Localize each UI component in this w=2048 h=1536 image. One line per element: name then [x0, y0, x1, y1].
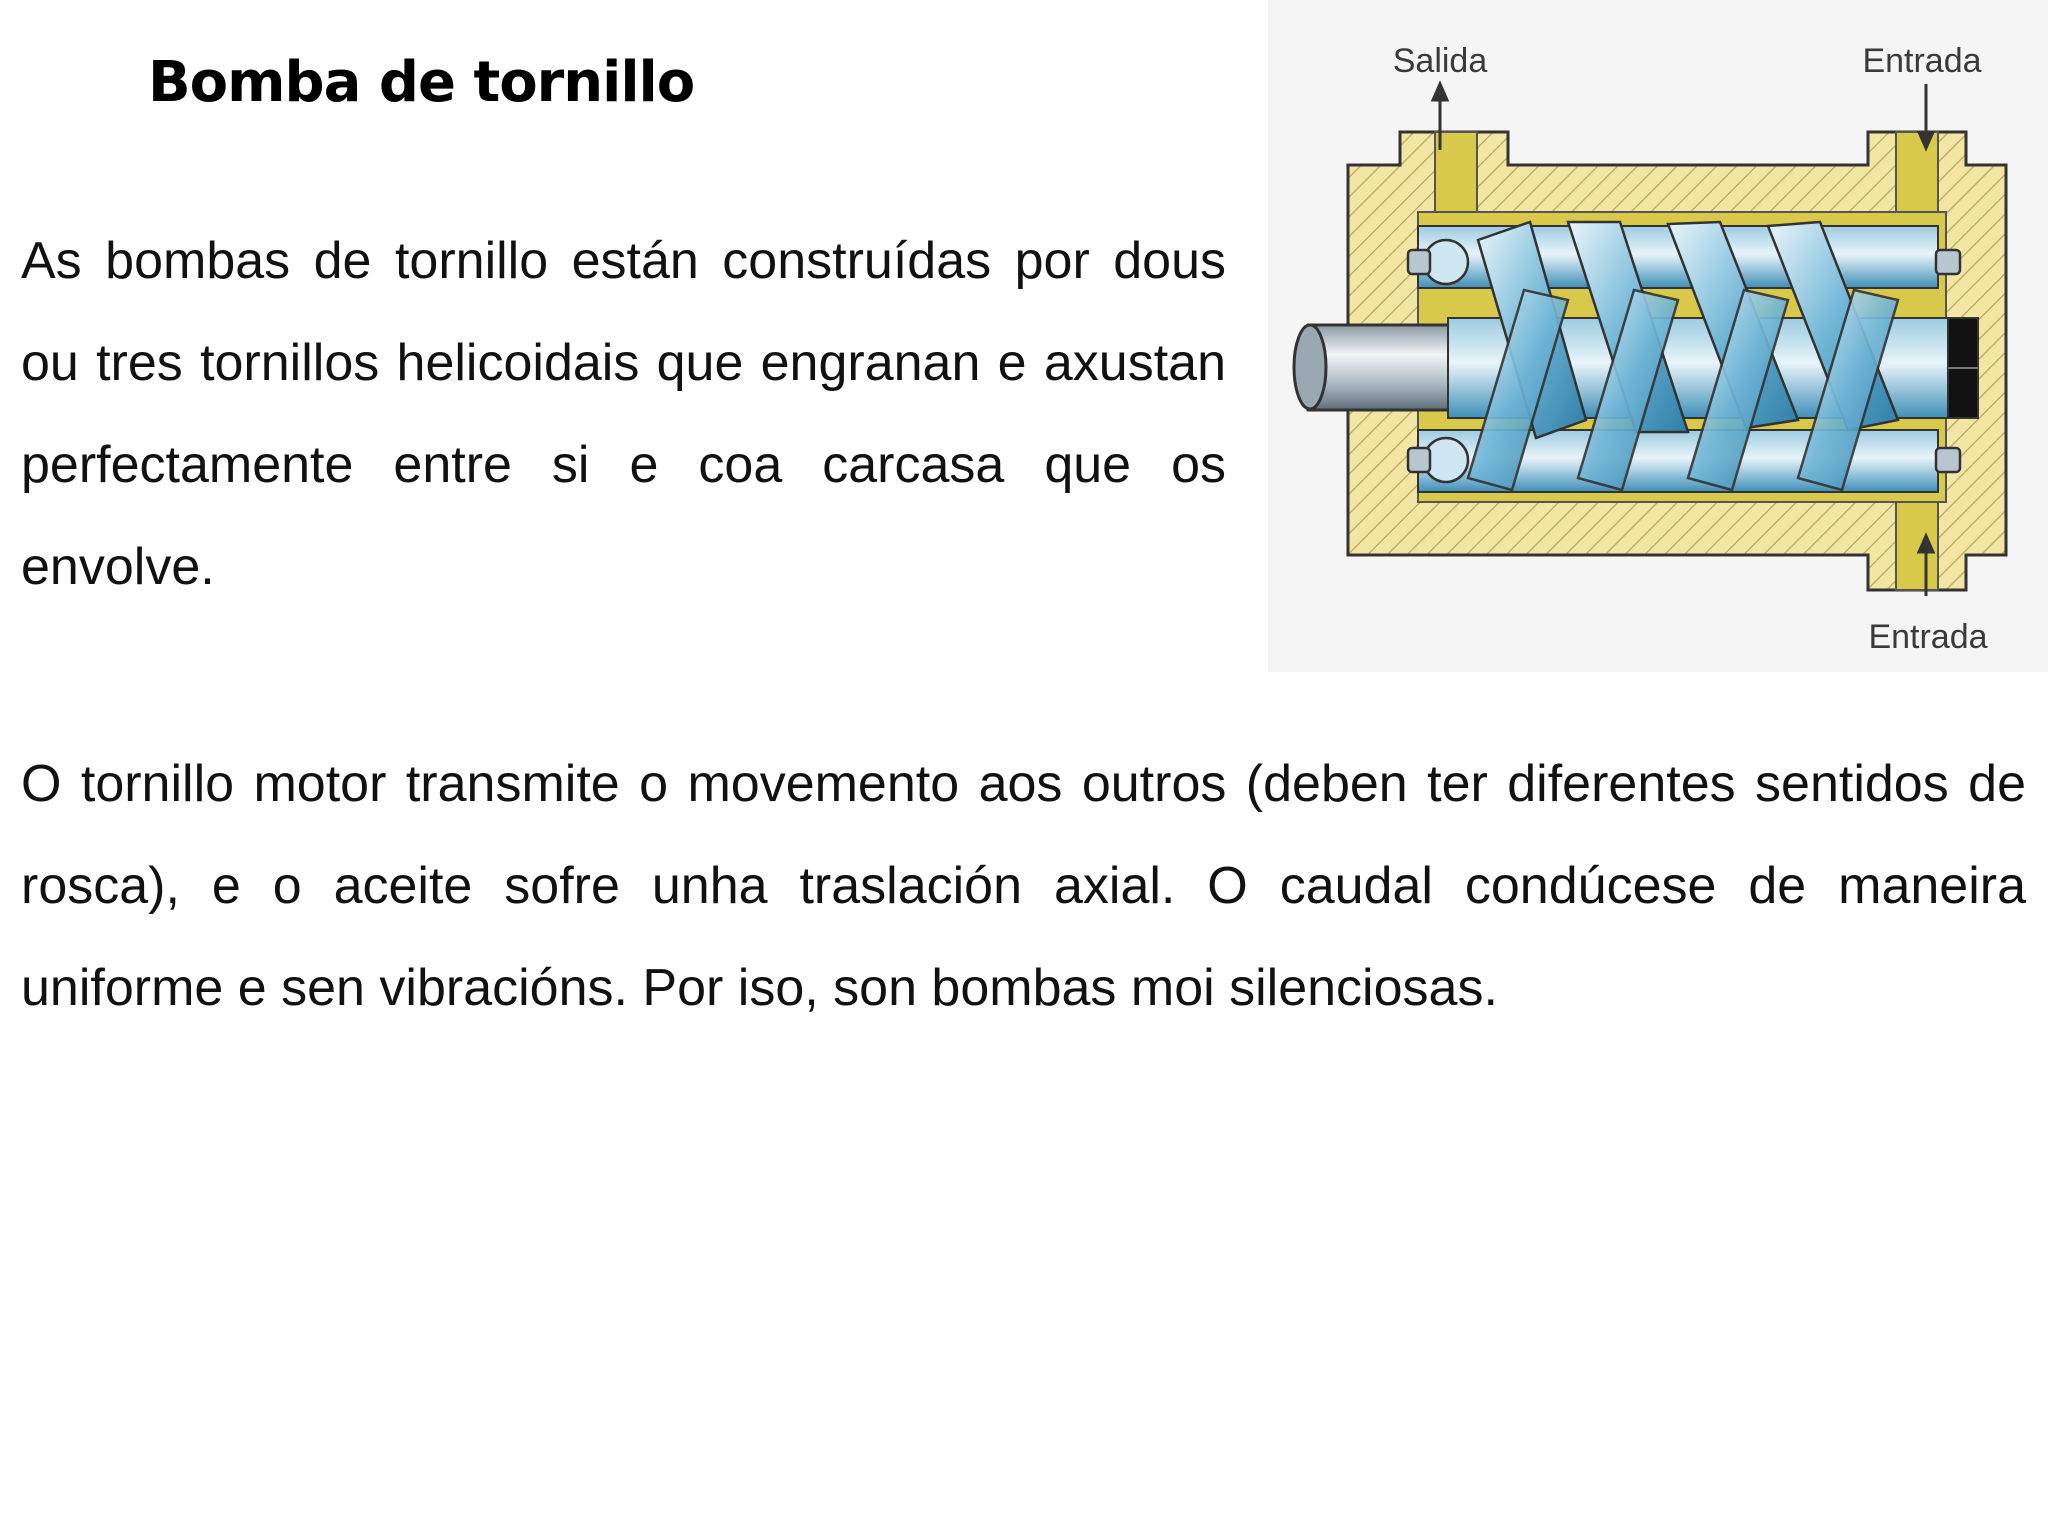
- label-inlet-top: Entrada: [1862, 42, 1982, 80]
- screw-pump-illustration: [1268, 0, 2048, 672]
- body-paragraph: O tornillo motor transmite o movemento aos outros (deben ter diferentes sentidos de rosca), e o aceite sofre unha traslación axial. O caudal condúcese de maneira uniforme e sen vibracións. Por iso, son bombas moi silenciosas.: [21, 755, 2026, 1017]
- inlet-port-top: [1896, 132, 1938, 212]
- label-outlet: Salida: [1392, 42, 1488, 80]
- screw-pump-diagram: [1268, 0, 2048, 672]
- label-inlet-bottom: Entrada: [1868, 618, 1988, 656]
- intro-paragraph: As bombas de tornillo están construídas por dous ou tres tornillos helicoidais que engranan e axustan perfectamente entre si e coa carcasa que os envolve.: [21, 232, 1226, 596]
- slide-title: Bomba de tornillo: [148, 50, 695, 115]
